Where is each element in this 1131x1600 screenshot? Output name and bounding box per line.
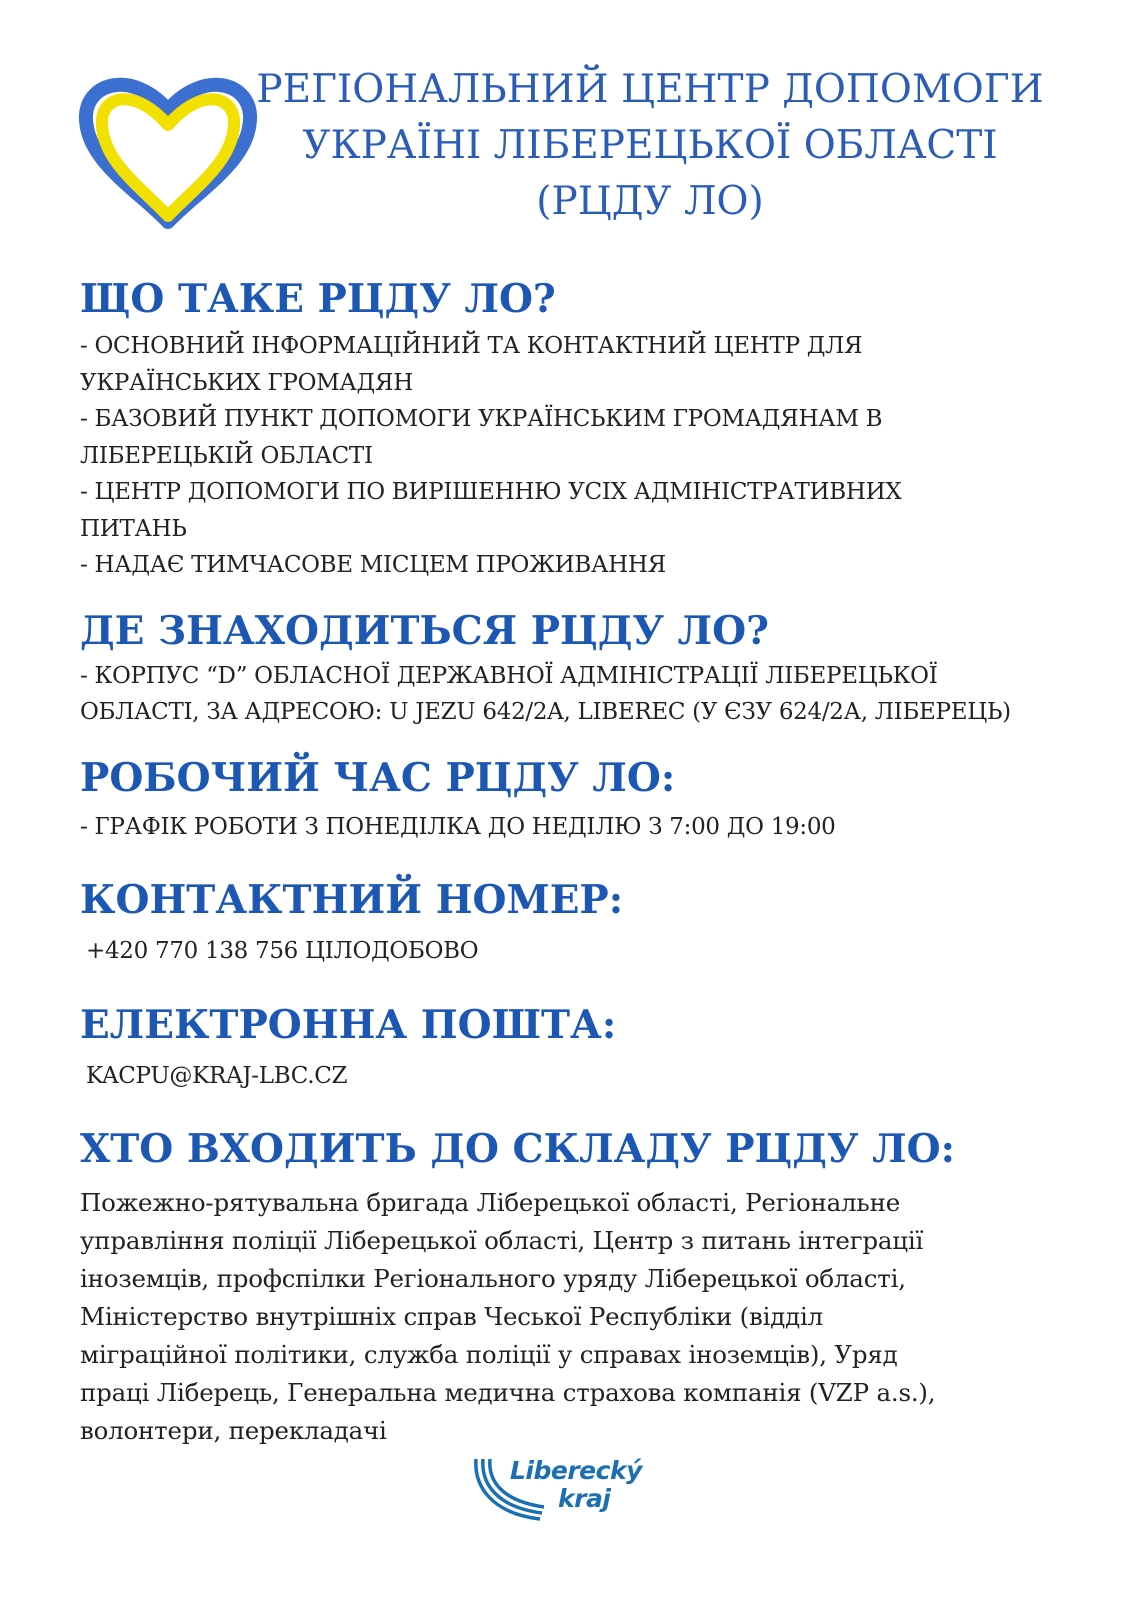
what-line: - ОСНОВНИЙ ІНФОРМАЦІЙНИЙ ТА КОНТАКТНИЙ ЦЕНТР ДЛЯ	[80, 333, 863, 359]
section-heading-email: ЕЛЕКТРОННА ПОШТА:	[80, 1001, 617, 1048]
members-line: Пожежно-рятувальна бригада Ліберецької області, Регіональне	[80, 1188, 900, 1217]
section-heading-hours: РОБОЧИЙ ЧАС РЦДУ ЛО:	[80, 754, 676, 801]
members-line: праці Ліберець, Генеральна медична страхова компанія (VZP a.s.),	[80, 1378, 936, 1407]
heart-icon	[78, 70, 258, 230]
what-line: - НАДАЄ ТИМЧАСОВЕ МІСЦЕМ ПРОЖИВАННЯ	[80, 552, 666, 578]
hours-line: - ГРАФІК РОБОТИ З ПОНЕДІЛКА ДО НЕДІЛЮ З 7:00 ДО 19:00	[80, 813, 836, 840]
where-line: - КОРПУС “D” ОБЛАСНОЇ ДЕРЖАВНОЇ АДМІНІСТРАЦІЇ ЛІБЕРЕЦЬКОЇ	[80, 662, 938, 689]
logo-line-2: kraj	[558, 1484, 611, 1513]
header-title-line-1: РЕГІОНАЛЬНИЙ ЦЕНТР ДОПОМОГИ	[256, 67, 1044, 112]
section-heading-where: ДЕ ЗНАХОДИТЬСЯ РЦДУ ЛО?	[80, 607, 769, 654]
members-line: іноземців, профспілки Регіонального уряду Ліберецької області,	[80, 1264, 906, 1293]
members-line: міграційної політики, служба поліції у справах іноземців), Уряд	[80, 1340, 898, 1369]
section-heading-members: ХТО ВХОДИТЬ ДО СКЛАДУ РЦДУ ЛО:	[80, 1126, 956, 1172]
members-line: волонтери, перекладачі	[80, 1416, 387, 1445]
members-line: управління поліції Ліберецької області, Центр з питань інтеграції	[80, 1226, 924, 1255]
what-line: - ЦЕНТР ДОПОМОГИ ПО ВИРІШЕННЮ УСІХ АДМІНІСТРАТИВНИХ	[80, 479, 902, 505]
what-line: ПИТАНЬ	[80, 515, 187, 542]
main-content	[80, 272, 1090, 1450]
members-line: Міністерство внутрішніх справ Чеської Республіки (відділ	[80, 1302, 824, 1331]
header-title-line-3: (РЦДУ ЛО)	[536, 179, 764, 224]
logo-line-1: Liberecký	[510, 1456, 642, 1485]
phone-number: +420 770 138 756 ЦІЛОДОБОВО	[86, 938, 479, 964]
email-address: KACPU@KRAJ-LBC.CZ	[86, 1062, 348, 1089]
liberecky-kraj-logo	[470, 1455, 650, 1525]
header-title	[255, 62, 1045, 230]
section-heading-what: ЩО ТАКЕ РЦДУ ЛО?	[80, 276, 556, 322]
what-line: УКРАЇНСЬКИХ ГРОМАДЯН	[80, 369, 413, 396]
logo-text	[510, 1457, 642, 1513]
section-heading-phone: КОНТАКТНИЙ НОМЕР:	[80, 877, 624, 923]
where-line: ОБЛАСТІ, ЗА АДРЕСОЮ: U JEZU 642/2A, LIBEREC (У ЄЗУ 624/2А, ЛІБЕРЕЦЬ)	[80, 699, 1011, 725]
what-line: - БАЗОВИЙ ПУНКТ ДОПОМОГИ УКРАЇНСЬКИМ ГРОМАДЯНАМ В	[80, 406, 883, 432]
header-title-line-2: УКРАЇНІ ЛІБЕРЕЦЬКОЇ ОБЛАСТІ	[302, 123, 998, 168]
what-line: ЛІБЕРЕЦЬКІЙ ОБЛАСТІ	[80, 442, 373, 469]
